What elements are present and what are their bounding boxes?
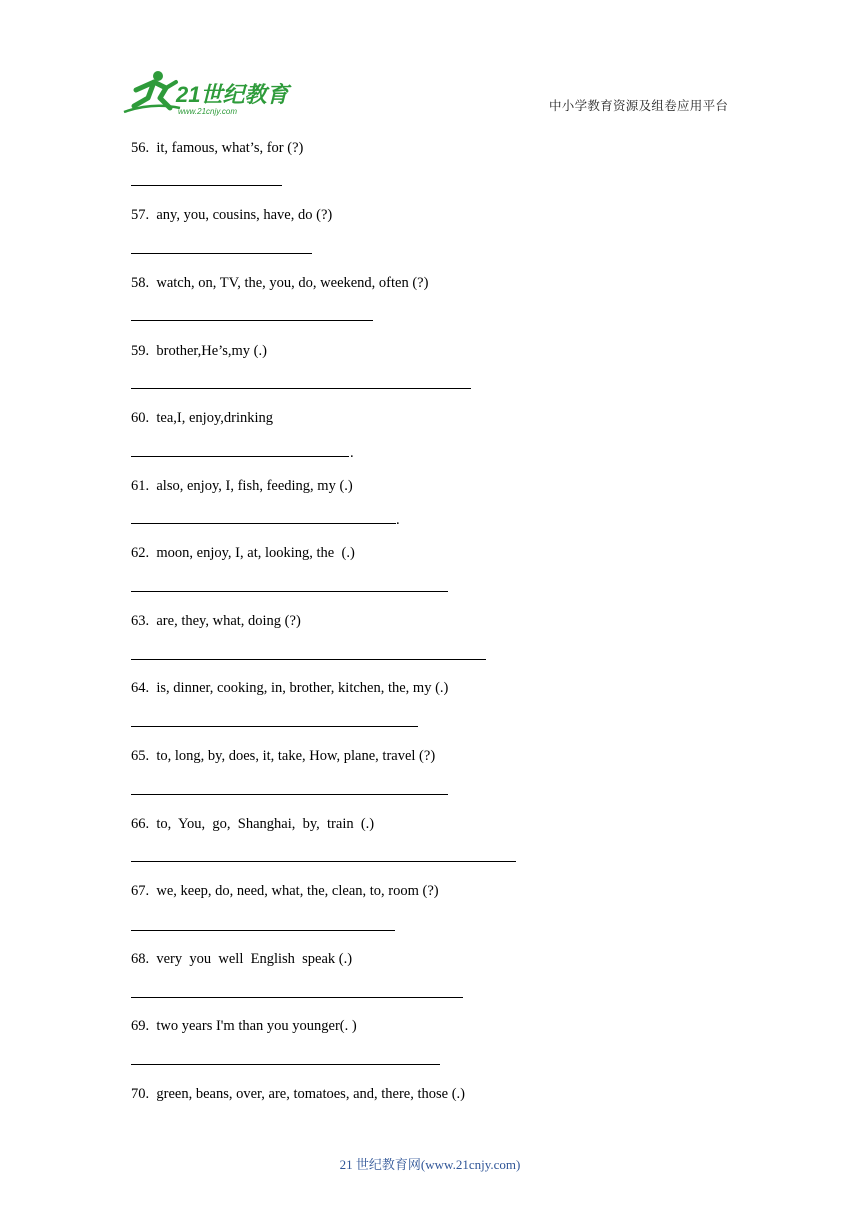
question-61: 61. also, enjoy, I, fish, feeding, my (.) [131,478,353,494]
question-63: 63. are, they, what, doing (?) [131,613,301,629]
logo-text: 21世纪教育 [176,82,289,107]
platform-tagline: 中小学教育资源及组卷应用平台 [549,99,729,113]
question-67: 67. we, keep, do, need, what, the, clean, to, room (?) [131,883,439,899]
question-57: 57. any, you, cousins, have, do (?) [131,207,333,223]
question-70: 70. green, beans, over, are, tomatoes, and, there, those (.) [131,1086,466,1102]
answer-period-60: . [350,445,354,461]
site-logo [122,68,292,118]
answer-period-61: . [396,512,400,528]
answer-line-64 [131,726,418,727]
answer-line-62 [131,591,448,592]
page-footer: 21 世纪教育网(www.21cnjy.com) [339,1157,521,1172]
logo-url: www.21cnjy.com [178,107,237,116]
answer-line-60 [131,456,349,457]
question-69: 69. two years I'm than you younger(. ) [131,1018,357,1034]
question-68: 68. very you well English speak (.) [131,951,353,967]
question-59: 59. brother,He’s,my (.) [131,343,267,359]
answer-line-58 [131,320,373,321]
question-64: 64. is, dinner, cooking, in, brother, kitchen, the, my (.) [131,680,449,696]
answer-line-68 [131,997,463,998]
answer-line-57 [131,253,312,254]
question-66: 66. to, You, go, Shanghai, by, train (.) [131,816,375,832]
answer-line-56 [131,185,282,186]
answer-line-65 [131,794,448,795]
question-65: 65. to, long, by, does, it, take, How, plane, travel (?) [131,748,436,764]
answer-line-69 [131,1064,440,1065]
page-header [0,0,860,125]
question-56: 56. it, famous, what’s, for (?) [131,140,304,156]
question-60: 60. tea,I, enjoy,drinking [131,410,274,426]
question-58: 58. watch, on, TV, the, you, do, weekend, often (?) [131,275,429,291]
answer-line-59 [131,388,471,389]
answer-line-66 [131,861,516,862]
answer-line-67 [131,930,395,931]
question-62: 62. moon, enjoy, I, at, looking, the (.) [131,545,355,561]
answer-line-61 [131,523,396,524]
answer-line-63 [131,659,486,660]
